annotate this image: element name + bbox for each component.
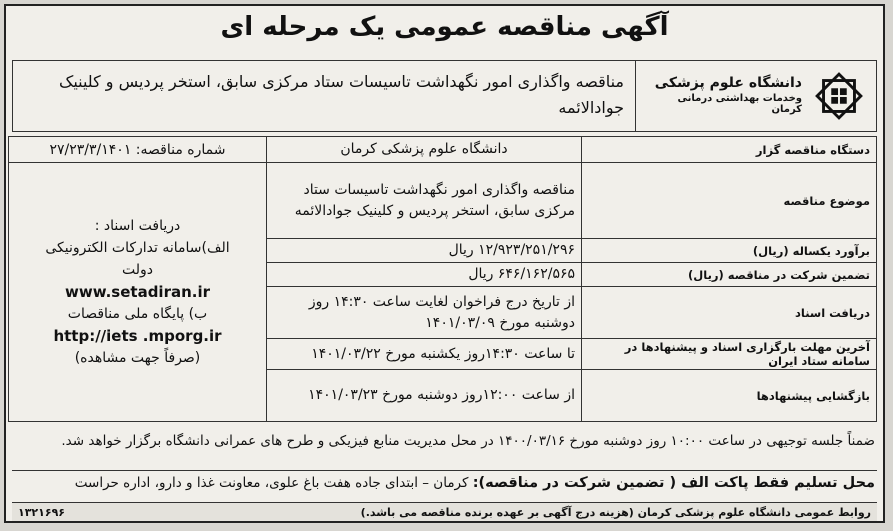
org-subtitle: وخدمات بهداشتی درمانی کرمان: [677, 93, 802, 115]
docs-note-b: (صرفاً جهت مشاهده): [74, 350, 201, 366]
footer-bar: [12, 502, 877, 521]
table-row: [9, 137, 877, 163]
notice-header: [12, 60, 877, 132]
header-divider: [635, 61, 636, 131]
estimate-label: برآورد یکساله (ریال): [582, 239, 877, 263]
tender-number: شماره مناقصه: ۲۷/۲۳/۳/۱۴۰۱: [9, 137, 267, 163]
footer-code: ۱۳۲۱۶۹۶: [18, 505, 65, 519]
guarantee-value: ۶۴۶/۱۶۲/۵۶۵ ریال: [267, 263, 582, 287]
estimate-value: ۱۲/۹۲۳/۲۵۱/۲۹۶ ریال: [267, 239, 582, 263]
org-name-block: [652, 75, 802, 115]
docs-line-b: ب) پایگاه ملی مناقصات: [67, 306, 208, 322]
setadiran-link[interactable]: www.setadiran.ir: [64, 283, 211, 301]
briefing-note: ضمناً جلسه توجیهی در ساعت ۱۰:۰۰ روز دوشنبه مورخ ۱۴۰۰/۰۳/۱۶ در محل مدیریت منابع فیزیکی و طرح های عمرانی دانشگاه برگزار خواهد شد.: [61, 433, 875, 449]
organizer-value: دانشگاه علوم پزشکی کرمان: [267, 137, 582, 163]
docs-heading: دریافت اسناد :: [94, 218, 181, 234]
delivery-address: [14, 472, 875, 494]
footer-text: روابط عمومی دانشگاه علوم پزشکی کرمان (هزینه درج آگهی بر عهده برنده مناقصه می باشد.): [360, 505, 871, 519]
guarantee-label: تضمین شرکت در مناقصه (ریال): [582, 263, 877, 287]
subject-label: موضوع مناقصه: [582, 163, 877, 239]
org-name: دانشگاه علوم پزشکی: [654, 75, 802, 91]
delivery-label: محل تسلیم فقط پاکت الف ( تضمین شرکت در مناقصه):: [472, 475, 875, 491]
opening-label: بازگشایی پیشنهادها: [582, 370, 877, 422]
tender-details-table: [8, 136, 877, 422]
page-title: آگهی مناقصه عمومی یک مرحله ای: [220, 12, 669, 42]
divider: [12, 470, 877, 471]
delivery-text: کرمان – ابتدای جاده هفت باغ علوی، معاونت غذا و دارو، اداره حراست: [74, 475, 469, 491]
deadline-label: آخرین مهلت بارگزاری اسناد و پیشنهادها در سامانه ستاد ایران: [582, 339, 877, 370]
tender-title: مناقصه واگذاری امور نگهداشت تاسیسات ستاد مرکزی سابق، استخر پردیس و کلینیک جوادالائمه: [59, 72, 624, 117]
table-row: [9, 163, 877, 239]
receive-docs-label: دریافت اسناد: [582, 287, 877, 339]
tender-notice: [4, 4, 885, 523]
docs-source-cell: [9, 163, 267, 422]
receive-docs-value: از تاریخ درج فراخوان لغایت ساعت ۱۴:۳۰ روز دوشنبه مورخ ۱۴۰۱/۰۳/۰۹: [267, 287, 582, 339]
subject-value: مناقصه واگذاری امور نگهداشت تاسیسات ستاد مرکزی سابق، استخر پردیس و کلینیک جوادالائمه: [267, 163, 582, 239]
docs-line-a2: دولت: [121, 262, 153, 278]
organizer-label: دستگاه مناقصه گزار: [582, 137, 877, 163]
opening-value: از ساعت ۱۲:۰۰روز دوشنبه مورخ ۱۴۰۱/۰۳/۲۳: [267, 370, 582, 422]
iets-link[interactable]: http://iets .mporg.ir: [53, 327, 222, 345]
deadline-value: تا ساعت ۱۴:۳۰روز یکشنبه مورخ ۱۴۰۱/۰۳/۲۲: [267, 339, 582, 370]
docs-line-a: الف)سامانه تدارکات الکترونیکی: [45, 240, 230, 256]
university-emblem-icon: [810, 67, 868, 125]
